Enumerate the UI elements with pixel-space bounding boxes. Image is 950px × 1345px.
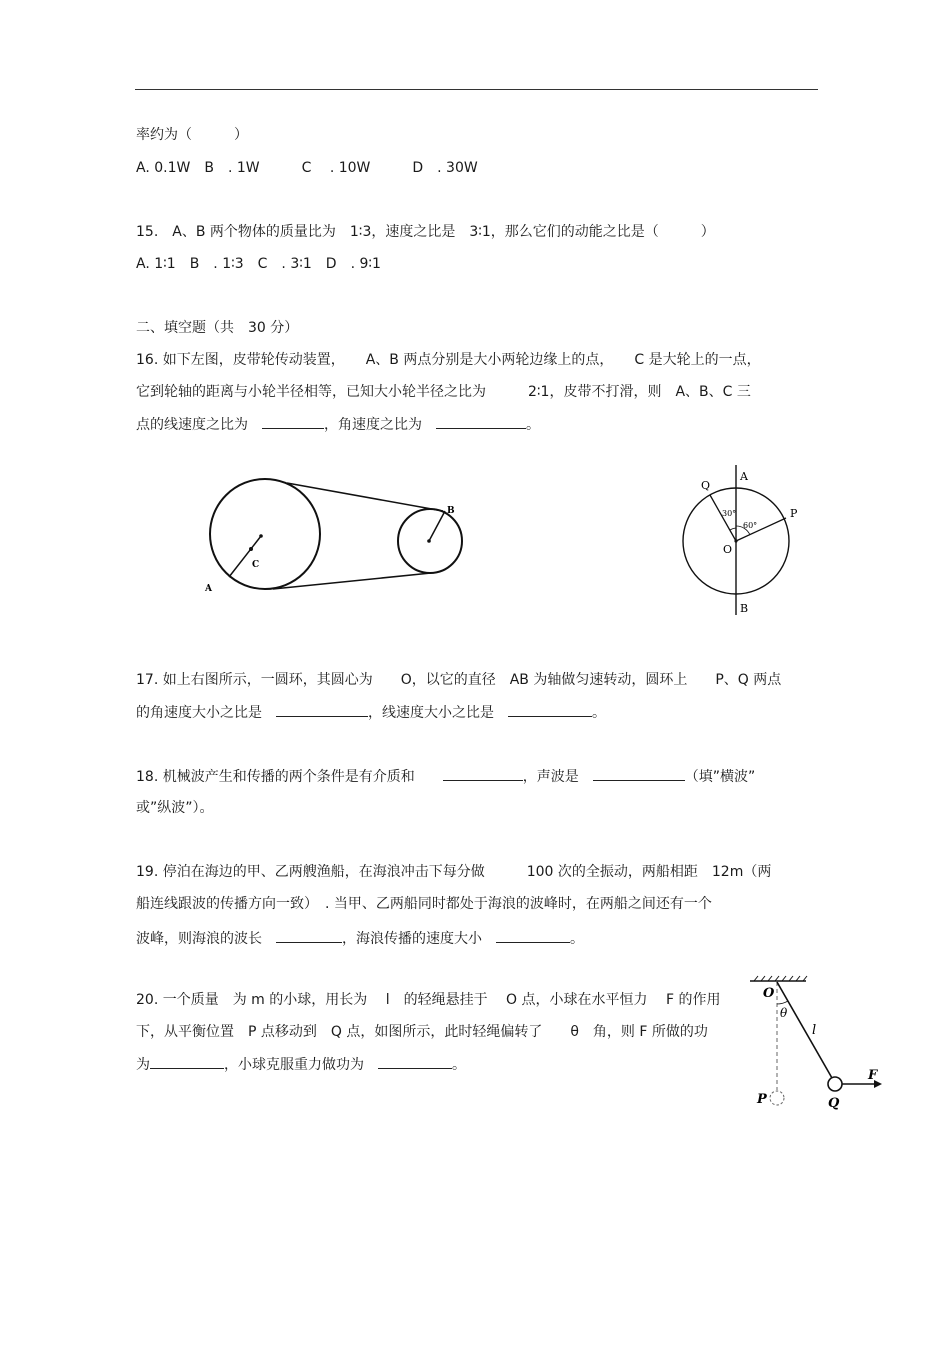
label-a: A — [740, 470, 748, 483]
small-radius — [429, 511, 445, 541]
ball-q — [828, 1077, 842, 1091]
pendulum-figure — [748, 974, 888, 1114]
label-q: Q — [828, 1096, 840, 1111]
large-radius — [229, 536, 261, 577]
belt-bottom — [273, 573, 431, 589]
q16-text-a: 点的线速度之比为 — [136, 417, 262, 433]
label-a: A — [205, 584, 212, 594]
q19-text-b: ，海浪传播的速度大小 — [342, 931, 496, 947]
label-o: O — [723, 543, 733, 556]
q15-stem: 15. A、B 两个物体的质量比为 1∶3，速度之比是 3∶1，那么它们的动能之比是（ ） — [136, 224, 715, 240]
q16-line3 — [136, 414, 540, 435]
label-b: B — [447, 506, 455, 516]
large-center — [259, 534, 263, 538]
q20-line3 — [136, 1054, 466, 1075]
q20-blank-work-gravity[interactable] — [378, 1054, 452, 1069]
point-c — [249, 547, 253, 551]
q20-line2: 下，从平衡位置 P 点移动到 Q 点，如图所示，此时轻绳偏转了 θ 角，则 F 所做的功 — [136, 1024, 708, 1040]
q19-line2: 船连线跟波的传播方向一致） . 当甲、乙两船同时都处于海浪的波峰时，在两船之间还有一个 — [136, 896, 712, 912]
q17-blank-linear[interactable] — [508, 702, 592, 717]
q18-text-c: （填”横波” — [684, 769, 756, 785]
label-c: C — [252, 560, 260, 570]
q17-line1: 17. 如上右图所示，一圆环，其圆心为 O，以它的直径 AB 为轴做匀速转动，圆环上 P、Q 两点 — [136, 672, 782, 688]
q20-line1: 20. 一个质量 为 m 的小球，用长为 l 的轻绳悬挂于 O 点，小球在水平恒力 F 的作用 — [136, 992, 721, 1008]
q17-line2 — [136, 702, 606, 723]
q18-text-b: ，声波是 — [522, 769, 593, 785]
q20-text-c: 。 — [452, 1057, 466, 1073]
q17-blank-angular[interactable] — [276, 702, 368, 717]
label-l: l — [812, 1023, 817, 1038]
q19-line1: 19. 停泊在海边的甲、乙两艘渔船，在海浪冲击下每分做 100 次的全振动，两船相距 12m（两 — [136, 864, 772, 880]
string — [777, 982, 832, 1078]
q14-stem: 率约为（ ） — [136, 127, 248, 143]
q18-blank-condition[interactable] — [443, 766, 523, 781]
q19-line3 — [136, 928, 584, 949]
center-o — [734, 539, 737, 542]
q20-text-a: 为 — [136, 1057, 150, 1073]
radius-q — [710, 495, 736, 541]
label-f: F — [868, 1068, 878, 1083]
q16-line1: 16. 如下左图，皮带轮传动装置， A、B 两点分别是大小两轮边缘上的点， C 是大轮上的一点， — [136, 352, 761, 368]
q16-text-b: ，角速度之比为 — [324, 417, 436, 433]
label-p: P — [757, 1092, 767, 1107]
q20-text-b: ，小球克服重力做功为 — [224, 1057, 378, 1073]
section-title: 二、填空题（共 30 分） — [136, 320, 299, 336]
label-o: O — [763, 986, 775, 1001]
q18-line2: 或”纵波”）。 — [136, 800, 214, 816]
q20-blank-work-f[interactable] — [150, 1054, 224, 1069]
q17-text-c: 。 — [592, 705, 606, 721]
theta-arc — [777, 1001, 788, 1004]
q19-text-c: 。 — [570, 931, 584, 947]
label-theta: θ — [780, 1006, 788, 1020]
q17-text-b: ，线速度大小之比是 — [368, 705, 508, 721]
belt-pulley-figure — [195, 470, 475, 600]
label-q: Q — [701, 479, 711, 492]
arc-30 — [730, 528, 736, 530]
q16-line2: 它到轮轴的距离与小轮半径相等，已知大小轮半径之比为 2∶1，皮带不打滑，则 A、B、C 三 — [136, 384, 751, 400]
q15-options: A. 1∶1 B . 1∶3 C . 3∶1 D . 9∶1 — [136, 256, 381, 272]
ball-p — [770, 1091, 784, 1105]
q16-text-c: 。 — [526, 417, 540, 433]
label-b: B — [740, 602, 749, 615]
small-center — [427, 539, 431, 543]
q18-line1 — [136, 766, 755, 787]
q18-blank-wave-type[interactable] — [593, 766, 685, 781]
angle-60: 60° — [743, 521, 758, 530]
q18-text-a: 18. 机械波产生和传播的两个条件是有介质和 — [136, 769, 443, 785]
q19-blank-speed[interactable] — [496, 928, 570, 943]
q19-text-a: 波峰，则海浪的波长 — [136, 931, 276, 947]
large-wheel — [210, 479, 320, 589]
label-p: P — [790, 507, 798, 520]
angle-30: 30° — [722, 509, 737, 518]
belt-top — [287, 483, 443, 511]
header-rule — [135, 89, 818, 90]
q19-blank-wavelength[interactable] — [276, 928, 342, 943]
q16-blank-angular[interactable] — [436, 414, 526, 429]
q17-text-a: 的角速度大小之比是 — [136, 705, 276, 721]
q14-options: A. 0.1W B . 1W C . 10W D . 30W — [136, 160, 478, 176]
q16-blank-linear[interactable] — [262, 414, 324, 429]
ring-figure — [680, 462, 800, 622]
